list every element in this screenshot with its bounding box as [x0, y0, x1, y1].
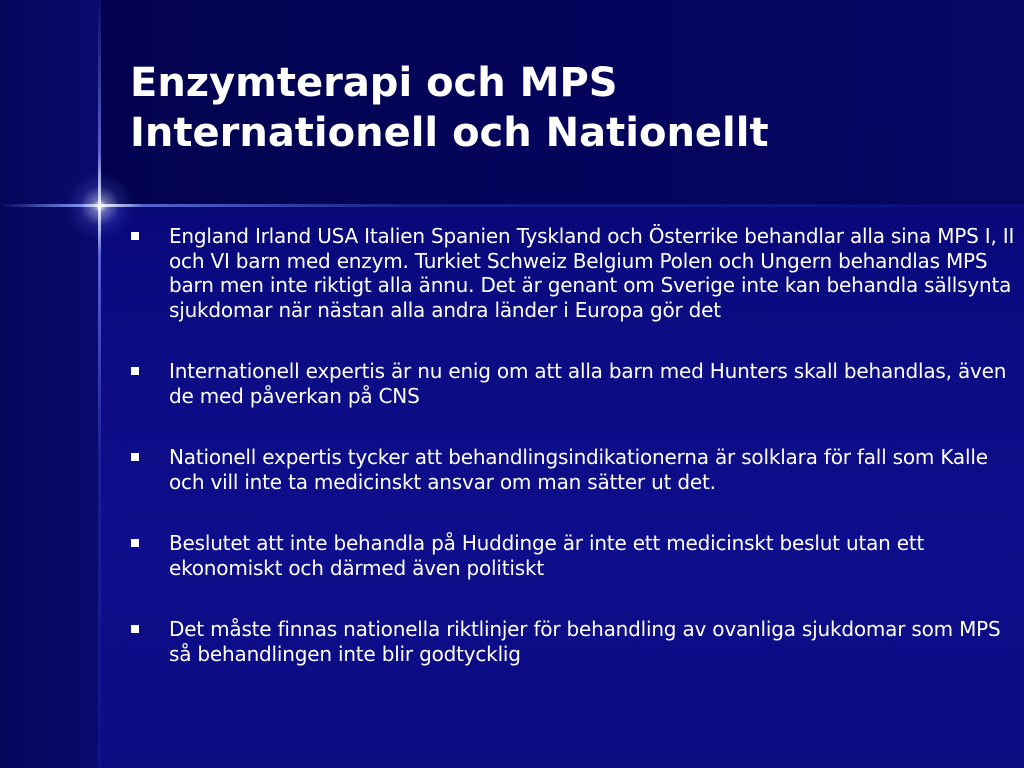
bullet-text: Nationell expertis tycker att behandlingsindikationerna är solklara för fall som Kalle och vill inte ta medicinskt ansvar om man sätter ut det. [169, 445, 988, 494]
bullet-item [126, 359, 1016, 408]
bullet-item [126, 224, 1016, 322]
vertical-light-line [98, 0, 101, 768]
bullet-text: Det måste finnas nationella riktlinjer för behandling av ovanliga sjukdomar som MPS så behandlingen inte blir godtycklig [169, 617, 1001, 666]
square-bullet-icon [131, 453, 139, 461]
bullet-text: Internationell expertis är nu enig om att alla barn med Hunters skall behandlas, även de med påverkan på CNS [169, 359, 1007, 408]
bullet-list [126, 224, 1016, 666]
bullet-text: Beslutet att inte behandla på Huddinge är inte ett medicinskt beslut utan ett ekonomiskt och därmed även politiskt [169, 531, 925, 580]
bullet-item [126, 531, 1016, 580]
bullet-item [126, 445, 1016, 494]
square-bullet-icon [131, 539, 139, 547]
bullet-text: England Irland USA Italien Spanien Tyskland och Österrike behandlar alla sina MPS I, II och VI barn med enzym. Turkiet Schweiz Belgium Polen och Ungern behandlas MPS barn men inte riktigt alla ännu. Det är genant om Sverige inte kan behandla sällsynta sjukdomar när nästan alla andra länder i Europa gör det [169, 224, 1015, 322]
bullet-item [126, 617, 1016, 666]
slide-title [130, 58, 1000, 158]
square-bullet-icon [131, 232, 139, 240]
slide-title-line-1: Enzymterapi och MPS [130, 60, 618, 106]
left-band [0, 0, 98, 768]
slide-title-line-2: Internationell och Nationellt [130, 110, 769, 156]
square-bullet-icon [131, 367, 139, 375]
horizontal-light-line [0, 204, 1024, 207]
square-bullet-icon [131, 625, 139, 633]
